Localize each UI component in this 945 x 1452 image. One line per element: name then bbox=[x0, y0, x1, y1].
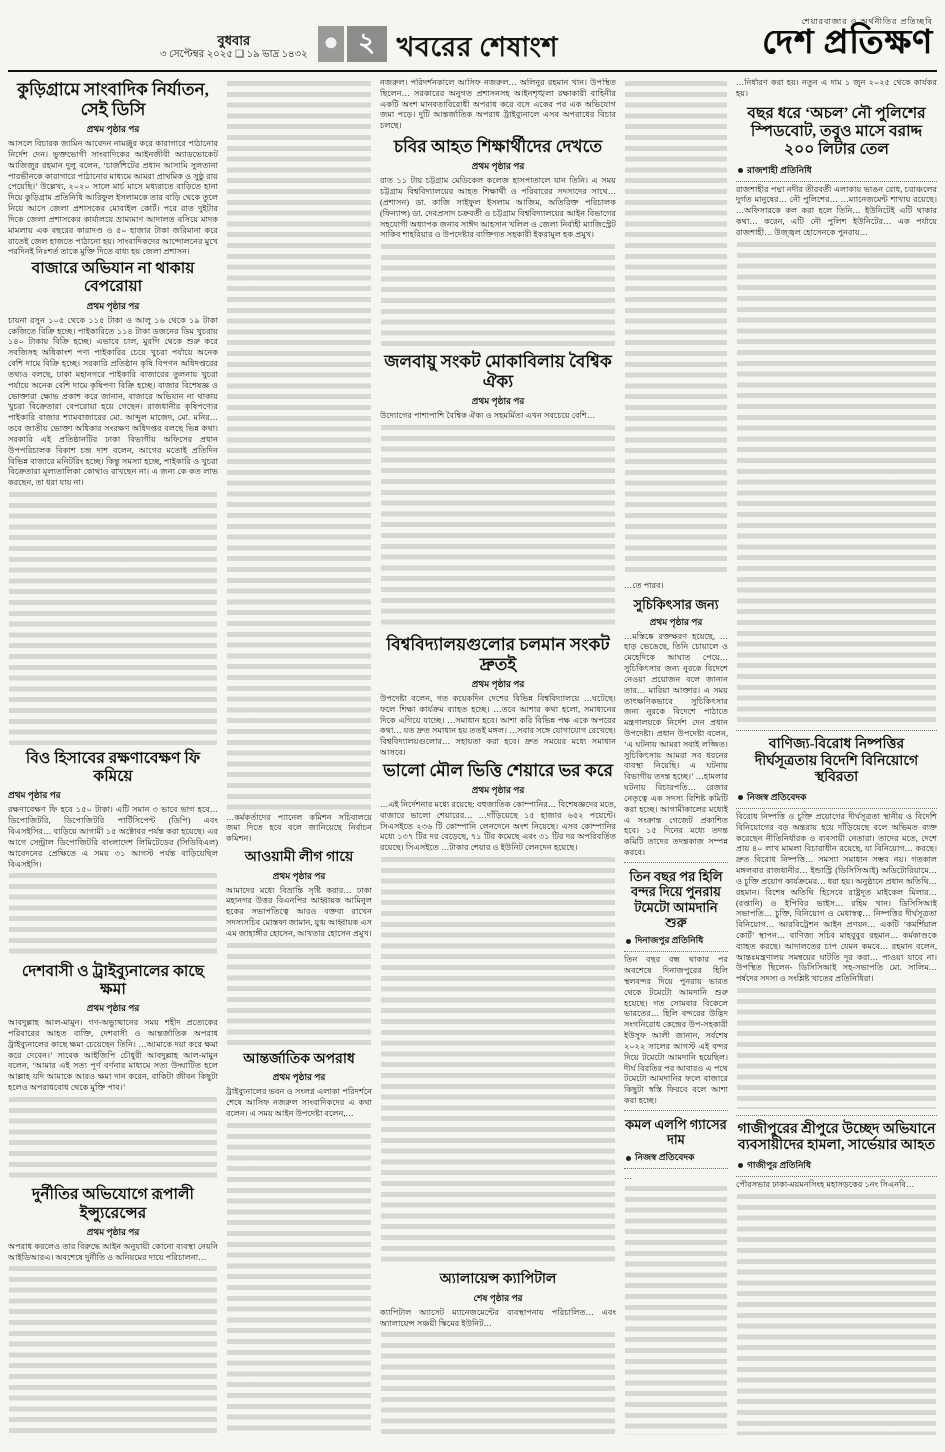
page-number: ২ bbox=[347, 26, 387, 62]
article-headline: সুচিকিৎসার জন্য bbox=[633, 597, 719, 613]
unread-text-region bbox=[381, 425, 615, 630]
article-climate-unity bbox=[380, 350, 616, 422]
column-right bbox=[736, 78, 937, 1438]
article-trade-dispute-investment bbox=[736, 730, 937, 985]
article-naval-police-speedboat bbox=[736, 103, 937, 239]
article-byline: রাজশাহী প্রতিনিধি bbox=[736, 162, 937, 182]
article-body: বিরোধ নিষ্পত্তি ও চুক্তি প্রয়োগের দীর্ঘসূত্রতা স্থানীয় ও বিদেশি বিনিয়োগের বড় অন্তরায় হয়ে দাঁড়িয়েছে বলে অভিমত ব্যক্ত করেছেন নীতিনির্ধারক ও ব্যবসায়ী নেতারা। তাদের মতে, দেশে প্রায় ৪০ লাখ মামলা বিচারাধীন রয়েছে, যা বিনিয়োগ… করছে। দ্রুত বিরোধ নিষ্পত্তি… সমস্যা সমাধান সম্ভব নয়। গতকাল মঙ্গলবার রাজধানীর… ইন্ডাস্ট্রি (ডিসিসিআই) অডিটোরিয়ামে… ও চুক্তি প্রয়োগ কার্যক্রমের… ধরা হয়। অনুষ্ঠানে প্রধান অতিথি… রহমান। বিশেষ অতিথি হিসেবে রাষ্ট্রদূত মাইকেল মিলার… (রপ্তানি) ও ইপিবির ভাইস… রহিম খান। ডিসিসিআই সভাপতি… চুক্তি, বিনিয়োগ ও মেধাস্বত্ব… নিষ্পত্তির দীর্ঘসূত্রতা বিনিয়োগ… আরবিট্রেশন আইন প্রণয়ন… একটি ‘কমর্শিয়াল কোর্ট’ স্থাপন… বাণিজ্য সচিব মাহবুবুর রহমান… কর্মকাণ্ডকে ব্যাহত করছে। আদালতের চাপ যেমন কমবে… রহমান বলেন, আন্তঃমন্ত্রণালয় সমন্বয়ের ঘাটতি দূর করা… পাওয়া যাবে না। উপস্থিত ছিলেন- ডিসিসিআই সহ-সভাপতি মো. সালিম… পর্ষদের সদস্য ও সংশ্লিষ্ট খাতের প্রতিনিধিরা। bbox=[736, 811, 937, 984]
article-body: রাত ১১ টায় চট্টগ্রাম মেডিকেল কলেজ হাসপাতালে যান তিনি। এ সময় চট্টগ্রাম বিশ্ববিদ্যালয়ের আহত শিক্ষার্থী ও পরিবারের সদস্যদের সাথে… (প্রশাসন) ডা. কাজি সাইফুল ইসলাম আজিম, অতিরিক্ত পরিচালক (ফিন্যান্স) ডা. দেবপ্রসাদ চক্রবর্তী ও চট্টগ্রাম বিশ্ববিদ্যালয়ের আইন বিভাগের সহযোগী অধ্যাপক জনাব সাঈদ আহসান খলিল ও জেলা নির্বাহী ম্যাজিস্ট্রেট সাকিব শাহরিয়ার ও উপদেষ্টার ব্যক্তিগত সহকারী ইকরামুল হক প্রমুখ। bbox=[380, 176, 616, 240]
article-university-crisis bbox=[380, 633, 616, 759]
article-body: ট্রাইব্যুনালের ভবন ও সংলগ্ন এলাকা পরিদর্শনে শেষে আসিফ নজরুল সাংবাদিকদের এ কথা বলেন। এ সময় আইন উপদেষ্টা বলেন,… bbox=[226, 1087, 372, 1118]
article-lp-gas-price bbox=[624, 1110, 728, 1183]
article-body: ক্যাপিটাল অ্যাসেট ম্যানেজমেন্টের ব্যবস্থাপনায় পরিচালিত… এবং অ্যালায়েন্স সঞ্চয়ী স্কিমের ইউনিট… bbox=[380, 1307, 616, 1328]
masthead-tagline: শেয়ারবাজার ও অর্থনীতির প্রতিচ্ছবি bbox=[801, 16, 933, 26]
article-body: পৌরসভার ঢাকা-ময়মনসিংহ মহাসড়কের ১নং সিএনবি… bbox=[736, 1179, 915, 1189]
column-four bbox=[624, 78, 728, 1438]
masthead-emblem-icon bbox=[318, 26, 344, 62]
unread-text-region bbox=[625, 1186, 727, 1435]
article-headline: বিও হিসাবের রক্ষণাবেক্ষণ ফি কমিয়ে bbox=[25, 749, 201, 786]
article-body: আবদুল্লাহ আল-মামুন। গণ-অভ্যুত্থানের সময় শহীদ প্রত্যেকের পরিবারের আহত ব্যক্তি, দেশবাসী ও আন্তর্জাতিক অপরাধ ট্রাইব্যুনালের কাছে ক্ষমা চেয়েছেন তিনি। …আমাকে দয়া করে ক্ষমা করে দেবেন।’ সাবেক আইজিপি চৌধুরী আবদুল্লাহ আল-মামুন বলেন, ‘আমার এই সত্য পূর্ণ বর্ণনার মাধ্যমে সত্য উদ্ঘাটিত হলে আল্লাহ যদি আমাকে আরও ক্ষমা দান করেন, বাকিটা জীবন কিছুটা হলেও অপরাধবোধ থেকে মুক্তি পাব।’ bbox=[8, 1018, 218, 1093]
unread-text-region bbox=[737, 988, 936, 1109]
article-headline: বছর ধরে ‘অচল’ নৌ পুলিশের স্পিডবোট, তবুও মাসে বরাদ্দ ২০০ লিটার তেল bbox=[747, 104, 926, 159]
article-body: রাজশাহীর পদ্মা নদীর তীরবর্তী এলাকায় ভাঙন রোধ, চরাঞ্চলের দুর্গত মানুষের… নৌ পুলিশের… …ম্যানেজমেন্ট শাখায় রয়েছে। …অফিসারকে কল করা হলে তিনি… ইউনিটেই এটি থাকার কথা… করেন, এটি নৌ পুলিশ ইউনিটের… এক পর্যায়ে রাজশাহী… উজ্জ্বল হোসেনকে পুনরায়… bbox=[736, 184, 937, 237]
unread-text-region bbox=[9, 1097, 217, 1181]
article-headline: আন্তর্জাতিক অপরাধ bbox=[243, 1051, 355, 1067]
continuation-fragment: …তে পারব। bbox=[624, 581, 664, 591]
unread-text-region bbox=[227, 1123, 371, 1435]
article-byline: শেষ পৃষ্ঠার পর bbox=[473, 1292, 523, 1303]
article-headline: দেশবাসী ও ট্রাইব্যুনালের কাছে ক্ষমা bbox=[21, 962, 205, 998]
article-rupali-insurance bbox=[8, 1184, 218, 1263]
article-headline: কমল এলপি গ্যাসের দাম bbox=[625, 1116, 727, 1148]
article-headline: গাজীপুরের শ্রীপুরে উচ্ছেদ অভিযানে ব্যবসায়ীদের হামলা, সার্ভেয়ার আহত bbox=[737, 1121, 936, 1154]
section-title: খবরের শেষাংশ bbox=[396, 32, 558, 62]
column-left bbox=[8, 78, 218, 1438]
article-headline: বিশ্ববিদ্যালয়গুলোর চলমান সংকট দ্রুতই bbox=[386, 634, 610, 674]
article-byline: প্রথম পৃষ্ঠার পর bbox=[86, 124, 140, 135]
article-body: উদ্যোগের পাশাপাশি বৈশ্বিক ঐক্য ও সহমর্মিতা এখন সবচেয়ে বেশি… bbox=[380, 410, 596, 420]
article-body: আমাদের মধ্যে বিভ্রান্তি সৃষ্টি করার… ঢাকা মহানগর উত্তর বিএনপির আহ্বায়ক আমিনুল হকের সভাপতিত্বে আরও বক্তব্য রাখেন সদস্যসচিব মোস্তফা জামান, যুগ্ম আহ্বায়ক এস এম জাহাঙ্গীর হোসেন, আখতার হোসেন প্রমুখ। bbox=[226, 885, 372, 938]
article-byline: প্রথম পৃষ্ঠার পর bbox=[471, 784, 525, 795]
unread-text-region bbox=[625, 81, 727, 578]
continuation-fragment: নজরুল। পরিদর্শনকালে আসিফ নজরুল… অলিনুর রহমান খান। উপস্থিত ছিলেন… সরকারের অনুগত প্রশাসনসহ আইনশৃঙ্খলা রক্ষাকারী বাহিনীর একটি অংশ মানবতাবিরোধী অপরাধ করে বসে একের পর এক অভিযোগ জমা পড়ে। দুটি আন্তর্জাতিক অপরাধ ট্রাইব্যুনালে এসব অপরাধের বিচার চলছে। bbox=[380, 78, 616, 131]
article-headline: তিন বছর পর হিলি বন্দর দিয়ে পুনরায় টমেটো আমদানি শুরু bbox=[629, 868, 723, 930]
article-byline: নিজস্ব প্রতিবেদক bbox=[736, 789, 937, 809]
article-byline: প্রথম পৃষ্ঠার পর bbox=[86, 300, 140, 311]
article-byline: প্রথম পৃষ্ঠার পর bbox=[471, 161, 525, 172]
article-alliance-capital bbox=[380, 1270, 616, 1329]
unread-text-region bbox=[381, 244, 615, 347]
article-byline: প্রথম পৃষ্ঠার পর bbox=[471, 678, 525, 689]
article-body: আসলে বিচারক জামিন আবেদন নামঞ্জুর করে কারাগারে পাঠানোর নির্দেশ দেন। ভুক্তভোগী সাংবাদিকের আইনজীবী অ্যাডভোকেট আজিজুর রহমান দুলু বলেন, ‘চার্জশিটের প্রধান আসামি সুলতানা পারভীনকে কারাগারে পাঠানোর মাধ্যমে আমরা প্রাথমিক ও সুষ্ঠু রায় পেয়েছি।’ উল্লেখ্য, ২০২০ সালে মার্চ মাসে মধ্যরাতে বাড়িতে হানা দিয়ে কুড়িগ্রাম প্রতিনিধি আরিফুল ইসলামকে তার বাড়ি থেকে তুলে নিয়ে আসে জেলা প্রশাসকের মোবাইল কোর্ট। পরে রাত দুইটার দিকে জেলা প্রশাসকের কার্যালয়ে ভ্রাম্যমাণ আদালত বসিয়ে মাদক মামলায় এক বছরের কারাদণ্ড ও ৫০ হাজার টাকা জরিমানা করে রাতেই জেল হাজতে পাঠানো হয়। সাংবাদিকদের আন্দোলনের মুখে পরদিনই নিঃশর্ত তাকে মুক্তি দিতে বাধ্য হয় জেলা প্রশাসন। bbox=[8, 139, 218, 257]
article-headline: চবির আহত শিক্ষার্থীদের দেখতে bbox=[393, 137, 603, 157]
article-proper-treatment bbox=[624, 595, 728, 859]
article-byline: প্রথম পৃষ্ঠার পর bbox=[86, 1226, 140, 1237]
article-byline: প্রথম পৃষ্ঠার পর bbox=[8, 790, 61, 801]
day-label: বুধবার bbox=[217, 32, 251, 48]
article-body: …মস্তিষ্কে রক্তক্ষরণ হয়েছে, …হাড় ভেঙেছে, তিনি চোয়ালে ও মেহেদিকে আঘাত পেয়ে… সুচিকিৎসার জন্য নুরকে বিদেশে নেওয়া প্রয়োজন বলে জানান তার… মারিয়া আক্তার। এ সময় তাৎক্ষণিকভাবে সুচিকিৎসার জন্য নুরকে বিদেশে পাঠাতে মন্ত্রণালয়কে নির্দেশ দেন প্রধান উপদেষ্টা। প্রধান উপদেষ্টা বলেন, ‘এ ঘটনায় আমরা সবাই লজ্জিত। সুচিকিৎসায় আমরা সব ধরনের ব্যবস্থা নিয়েছি। এ ঘটনায় বিভাগীয় তদন্ত হচ্ছে।’ …হামলার ঘটনায় বিচারপতি… রেজার নেতৃত্বে এক সদস্য বিশিষ্ট কমিটি করা হচ্ছে। আগামীকালের মধ্যেই এ সংক্রান্ত গেজেট প্রকাশিত হবে। ১৫ দিনের মধ্যে তদন্ত কমিটি তাদের তদন্তকাজ সম্পন্ন করবে। bbox=[624, 631, 728, 858]
article-headline: বাজারে অভিযান না থাকায় বেপরোয়া bbox=[31, 260, 195, 296]
unread-text-region bbox=[227, 81, 371, 810]
article-sreepur-eviction bbox=[736, 1115, 937, 1191]
article-headline: ভালো মৌল ভিত্তি শেয়ারে ভর করে bbox=[383, 760, 613, 780]
unread-text-region bbox=[381, 857, 615, 1267]
page-header bbox=[8, 10, 937, 72]
article-headline: বাণিজ্য-বিরোধ নিষ্পত্তির দীর্ঘসূত্রতায় বিদেশি বিনিয়োগে স্থবিরতা bbox=[754, 737, 919, 786]
continuation-fragment: …কর্মকর্তাদের প্যানেল কমিশন সচিবালয়ে জমা দিতে হবে বলে জানিয়েছে নির্বাচন কমিশন। bbox=[226, 812, 372, 844]
article-market-raids bbox=[8, 258, 218, 489]
article-byline: প্রথম পৃষ্ঠার পর bbox=[272, 870, 326, 881]
header-left-group bbox=[160, 26, 558, 62]
column-two bbox=[226, 78, 372, 1438]
unread-text-region bbox=[9, 1266, 217, 1435]
masthead-title: দেশ প্রতিক্ষণ bbox=[761, 25, 933, 62]
article-bo-account-fee bbox=[8, 748, 218, 871]
article-byline: গাজীপুর প্রতিনিধি bbox=[736, 1157, 937, 1177]
article-body: …এই নির্দেশনার মধ্যে রয়েছে: বহুজাতিক কোম্পানির… বিশেষজ্ঞদের মতে, বাজারে ভালো শেয়ারের… …দাঁড়িয়েছে ১৫ হাজার ৬৫২ পয়েন্টে। সিএসইতে ২৩৬ টি কোম্পানি লেনদেনে অংশ নিয়েছে। এসব কোম্পানির মধ্যে ১৩৭ টির দর বেড়েছে, ৭১ টির কমেছে এবং ৩১ টির দর অপরিবর্তিত রয়েছে। সিএসইতে …টাকার শেয়ার ও ইউনিট লেনদেন হয়েছে। bbox=[380, 799, 616, 853]
article-body: চায়না রসুন ১০৫ থেকে ১১৫ টাকা ও আলু ১৬ থেকে ১৯ টাকা কেজিতে বিক্রি হচ্ছে। পাইকারিতে ১১৪ টাকা ডজনের ডিম খুচরায় ১৪০ টাকায় বিক্রি হচ্ছে। এভাবে চাল, মুরগি থেকে শুরু করে সবজিসহ অধিকাংশ পণ্য পাইকারির চেয়ে খুচরা পর্যায়ে অনেক বেশি দামে বিক্রি হচ্ছে। সরকারি প্রতিষ্ঠান কৃষি বিপণন অধিদপ্তরের তথ্যও বলছে, ঢাকা মহানগরে পাইকারি বাজারের তুলনায় খুচরা পর্যায়ে অনেক বেশি দামে কৃষিপণ্য বিক্রি হচ্ছে। বাজার বিশেষজ্ঞ ও ভোক্তারা ক্ষোভ প্রকাশ করে জানান, বাজারে অভিযান না থাকায় খুচরা বিক্রেতারা বেপরোয়া হয়ে গেছেন। রাজধানীর কৃষিপণ্যের পাইকারি বাজার শ্যামবাজারের মো. আব্দুল মাজেদ, মো. মনির… তবে জাতীয় ভোক্তা অধিকার সংরক্ষণ অধিদপ্তর বলছে ভিন্ন কথা। সরকারি এই প্রতিষ্ঠানটির ঢাকা বিভাগীয় অফিসের প্রধান উপপরিচালক বিকাশ চন্দ্র দাশ বলেন, আগের মতোই প্রতিদিন বিভিন্ন বাজারে মনিটরিং হচ্ছে। কিন্তু সমস্যা হচ্ছে, পাইকারি ও খুচরা বিক্রেতারা মূল্যতালিকা কোথাও রাখছেন না। এ জন্য কে কত লাভ করছেন, তা ধরা যায় না। bbox=[8, 315, 218, 488]
unread-text-region bbox=[9, 873, 217, 957]
unread-text-region bbox=[9, 492, 217, 745]
article-headline: কুড়িগ্রামে সাংবাদিক নির্যাতন, সেই ডিসি bbox=[17, 80, 209, 120]
article-headline: জলবায়ু সংকট মোকাবিলায় বৈশ্বিক ঐক্য bbox=[384, 351, 612, 391]
article-cu-injured-students bbox=[380, 135, 616, 241]
article-body: রক্ষণাবেক্ষণ ফি হবে ১৫০ টাকা। এটি সমান ৩ ভাবে ভাগ হবে… ডিপোজিটরি, ডিপোজিটরি পার্টিসিপেন্ট (ডিপি) এবং বিএসইসির… বাড়িয়ে আগামী ১৫ অক্টোবর পর্যন্ত করা হয়েছে। এর আগে সেন্ট্রাল ডিপোজিটরি বাংলাদেশ লিমিটেডের (সিডিবিএল) আবেদনের প্রেক্ষিতে এ সময় ৩১ আগস্ট পর্যন্ত বাড়িয়েছিল বিএসইসি। bbox=[8, 805, 218, 869]
article-body: … bbox=[624, 1172, 633, 1182]
article-fundamental-shares bbox=[380, 759, 616, 854]
column-middle bbox=[380, 78, 616, 1438]
article-kurigram-journalist bbox=[8, 78, 218, 258]
article-international-crimes bbox=[226, 1050, 372, 1120]
unread-text-region bbox=[737, 1194, 936, 1435]
date-block bbox=[160, 34, 308, 62]
article-body: উপদেষ্টা বলেন, গত কয়েকদিন দেশের বিভিন্ন বিশ্ববিদ্যালয়ে …ঘটেছে। ফলে শিক্ষা কার্যক্রম ব্যাহত হচ্ছে। …তবে আশার কথা হলো, সমাধানের দিকে এগিয়ে যাচ্ছে। …সমাধান হবে। আশা করি বিভিন্ন পক্ষ একে অপরের কথা… যত দ্রুত সমাধান হয় ততই মঙ্গল। …সবার সঙ্গে যোগাযোগ রেখেছে। বিশ্ববিদ্যালয়গুলোর… সহায়তা করা হবে। দ্রুত সময়ের মধ্যে সমাধান আসবে। bbox=[380, 693, 616, 757]
article-byline: নিজস্ব প্রতিবেদক bbox=[624, 1149, 728, 1169]
article-columns bbox=[8, 78, 937, 1438]
article-byline: প্রথম পৃষ্ঠার পর bbox=[272, 1072, 326, 1083]
article-byline: প্রথম পৃষ্ঠার পর bbox=[649, 616, 703, 627]
date-line: ৩ সেপ্টেম্বর ২০২৫ ❑ ১৯ ভাদ্র ১৪৩২ bbox=[160, 48, 308, 60]
article-hili-tomato-import bbox=[624, 862, 728, 1107]
unread-text-region bbox=[381, 1332, 615, 1435]
page-number-group bbox=[318, 26, 387, 62]
continuation-fragment: …নির্ধারণ করা হয়। নতুন এ দাম ১ জুন ২০২৫ থেকে কার্যকর হয়। bbox=[736, 78, 937, 98]
article-body: অপরাধ করলেও তার বিরুদ্ধে আইন অনুযায়ী কোনো ব্যবস্থা নেয়নি আইডিআরএ। অবশেষে দুর্নীতি ও অনিয়মের দায়ে পরিচালনা… bbox=[8, 1241, 218, 1262]
masthead bbox=[762, 18, 933, 62]
article-body: তিন বছর বন্ধ থাকার পর অবশেষে দিনাজপুরের হিলি স্থলবন্দর দিয়ে পুনরায় ভারত থেকে টমেটো আমদানি শুরু হয়েছে। গত সোমবার বিকেলে ভারতের… হিলি বন্দরের উদ্ভিদ সংগনিরোধ কেন্দ্রের উপ-সহকারী ইউসুফ আলী জানান, সর্বশেষ ২০২২ সালের আগস্ট এই বন্দর দিয়ে টমেটো আমদানি হয়েছিল। দীর্ঘ বিরতির পর আবারও এ পথে টমেটো আমদানির ফলে বাজারে কিছুটা স্বস্তি ফিরবে বলে আশা করা হচ্ছে। bbox=[624, 955, 728, 1105]
unread-text-region bbox=[737, 242, 936, 725]
article-headline: আওয়ামী লীগ গায়ে bbox=[244, 850, 354, 866]
article-headline: অ্যালায়েন্স ক্যাপিটাল bbox=[439, 1272, 557, 1288]
article-awami-league bbox=[226, 848, 372, 940]
article-byline: প্রথম পৃষ্ঠার পর bbox=[86, 1003, 140, 1014]
article-byline: দিনাজপুর প্রতিনিধি bbox=[624, 932, 728, 952]
article-apology-tribunal bbox=[8, 961, 218, 1094]
article-byline: প্রথম পৃষ্ঠার পর bbox=[471, 395, 525, 406]
article-headline: দুর্নীতির অভিযোগে রূপালী ইন্স্যুরেন্সের bbox=[32, 1186, 194, 1222]
unread-text-region bbox=[227, 943, 371, 1047]
